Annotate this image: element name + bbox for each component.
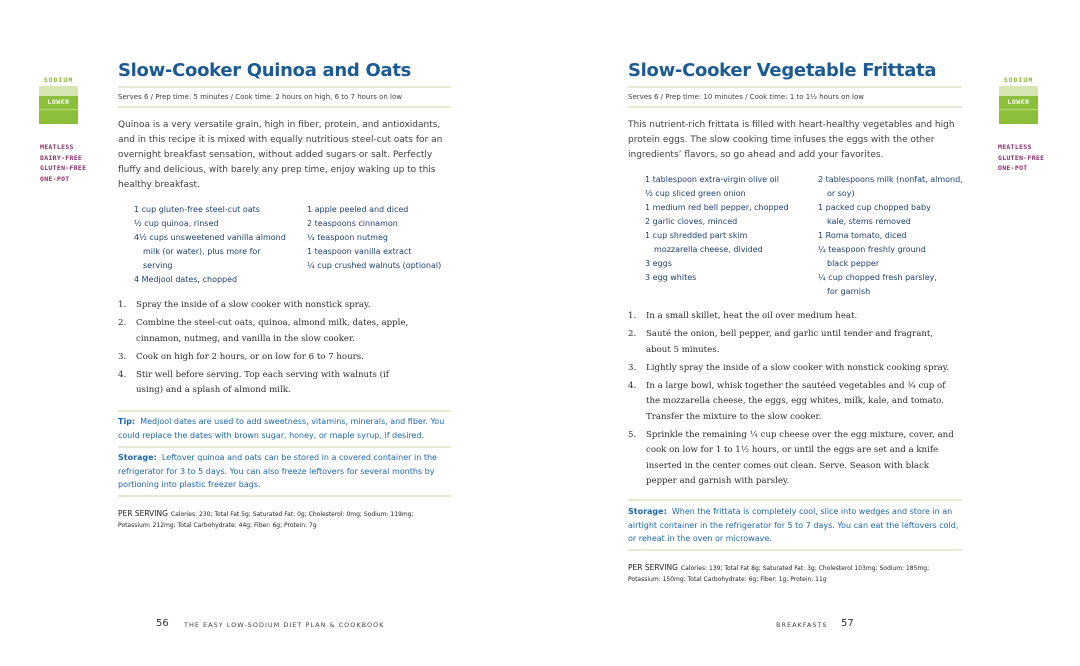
step-number: 3.: [628, 362, 637, 373]
instruction-step: [118, 298, 418, 314]
divider: [628, 499, 962, 501]
ingredient: 1 cup gluten-free steel-cut oats: [134, 205, 260, 214]
divider: [118, 410, 451, 412]
ingredient: ½ cup quinoa, rinsed: [134, 219, 219, 228]
tip-text: Medjool dates are used to add sweetness, vitamins, minerals, and fiber. You could replace the dates with brown sugar, honey, or maple syrup, if desired.: [118, 417, 445, 440]
sodium-level: LOWER: [39, 96, 78, 109]
diet-tags: [40, 142, 86, 184]
divider: [118, 495, 451, 497]
badge-band: [999, 109, 1038, 124]
ingredient: 1 packed cup chopped baby kale, stems removed: [818, 203, 931, 226]
tip-label: Tip:: [118, 417, 136, 426]
badge-band: [999, 86, 1038, 96]
step-number: 1.: [628, 311, 637, 321]
ingredient: 1 tablespoon extra-virgin olive oil: [645, 175, 779, 184]
ingredients-column-1: [645, 173, 810, 285]
step-number: 3.: [118, 351, 127, 362]
ingredient: ¼ cup crushed walnuts (optional): [307, 261, 442, 270]
recipe-intro: Quinoa is a very versatile grain, high in fiber, protein, and antioxidants, and in this recipe it is mixed with equally nutritious steel-cut oats for an overnight breakfast sensation, without added sugars or salt. Perfectly fluffy and delicious, with barely any prep time, enjoy waking up to this healthy breakfast.: [118, 120, 443, 190]
instruction-step: [118, 368, 418, 399]
recipe-intro: This nutrient-rich frittata is filled with heart-healthy vegetables and high protein eggs. The slow cooking time infuses the eggs with the other ingredients’ flavors, so go ahead and add your favorites.: [628, 120, 955, 160]
ingredient: 3 egg whites: [645, 273, 697, 282]
ingredient: 2 teaspoons cinnamon: [307, 219, 398, 228]
ingredient: 4½ cups unsweetened vanilla almond milk (or water), plus more for serving: [134, 233, 286, 270]
storage-note: [118, 451, 448, 492]
instruction-step: [628, 428, 958, 490]
diet-tags: [998, 142, 1044, 174]
recipe-meta: Serves 6 / Prep time: 5 minutes / Cook time: 2 hours on high, 6 to 7 hours on low: [118, 93, 403, 101]
tag: GLUTEN-FREE: [40, 164, 87, 172]
storage-label: Storage:: [628, 507, 667, 516]
step-number: 4.: [118, 369, 127, 380]
step-text: Sprinkle the remaining ¼ cup cheese over the egg mixture, cover, and cook on low for 1 to 1½ hours, or until the eggs are set and a knife inserted in the center comes out clean. Serve. Season with black pepper and garnish with parsley.: [646, 429, 954, 486]
nutrition-line: Potassium: 150mg; Total Carbohydrate: 6g; Fiber: 1g; Protein: 11g: [628, 576, 827, 583]
nutrition-line: Potassium: 212mg; Total Carbohydrate: 44g; Fiber: 6g; Protein: 7g: [118, 522, 317, 529]
step-number: 2.: [118, 318, 127, 328]
instructions-list: [628, 309, 958, 492]
step-text: Combine the steel-cut oats, quinoa, almond milk, dates, apple, cinnamon, nutmeg, and vanilla in the slow cooker.: [136, 318, 409, 344]
sodium-label: SODIUM: [43, 76, 74, 84]
ingredient: 4 Medjool dates, chopped: [134, 275, 238, 284]
instruction-step: [628, 309, 958, 325]
sodium-level: LOWER: [999, 96, 1038, 109]
ingredient: ¼ cup chopped fresh parsley, for garnish: [818, 273, 937, 296]
nutrition-line: Calories: 139; Total Fat 8g; Saturated Fat: 3g; Cholesterol 103mg; Sodium: 185mg;: [680, 565, 930, 572]
storage-note: [628, 505, 962, 546]
running-head: BREAKFASTS: [776, 621, 828, 629]
sodium-badge: [999, 75, 1038, 124]
step-number: 5.: [628, 429, 637, 440]
nutrition-label: PER SERVING: [628, 563, 678, 572]
divider: [628, 549, 962, 551]
recipe-title: Slow-Cooker Quinoa and Oats: [118, 60, 412, 81]
nutrition-label: PER SERVING: [118, 509, 168, 518]
ingredients-column-2: [307, 203, 452, 273]
sodium-badge: [39, 75, 78, 124]
divider: [118, 106, 451, 108]
ingredient: 2 tablespoons milk (nonfat, almond, or soy): [818, 175, 963, 198]
tag: DAIRY-FREE: [40, 153, 83, 162]
instruction-step: [628, 361, 958, 377]
step-number: 4.: [628, 380, 637, 391]
divider: [628, 106, 962, 108]
ingredient: 1 medium red bell pepper, chopped: [645, 203, 789, 212]
tip-note: [118, 415, 448, 442]
instruction-step: [628, 327, 958, 358]
nutrition-info: [628, 562, 968, 585]
page-number: 57: [841, 618, 854, 629]
step-text: In a large bowl, whisk together the sautéed vegetables and ¾ cup of the mozzarella cheese, the eggs, egg whites, milk, kale, and tomato. Transfer the mixture to the slow cooker.: [646, 380, 946, 422]
running-head: THE EASY LOW-SODIUM DIET PLAN & COOKBOOK: [184, 621, 385, 629]
ingredient: ¼ teaspoon freshly ground black pepper: [818, 245, 926, 268]
tag: ONE-POT: [998, 164, 1028, 172]
badge-band: [39, 109, 78, 124]
ingredient: 1 teaspoon vanilla extract: [307, 247, 412, 256]
step-text: Stir well before serving. Top each serving with walnuts (if using) and a splash of almond milk.: [136, 369, 389, 395]
recipe-title: Slow-Cooker Vegetable Frittata: [628, 60, 937, 81]
instruction-step: [628, 379, 958, 426]
divider: [628, 86, 962, 88]
step-text: Lightly spray the inside of a slow cooker with nonstick cooking spray.: [646, 362, 950, 373]
ingredient: ¼ teaspoon nutmeg: [307, 233, 388, 242]
step-text: Sauté the onion, bell pepper, and garlic until tender and fragrant, about 5 minutes.: [646, 329, 934, 355]
storage-text: Leftover quinoa and oats can be stored in a covered container in the refrigerator for 3 to 5 days. You can also freeze leftovers for several months by portioning into plastic freezer bags.: [118, 453, 437, 489]
tag: GLUTEN-FREE: [998, 153, 1045, 162]
ingredients-column-2: [818, 173, 966, 299]
tag: ONE-POT: [40, 174, 70, 183]
ingredient: 1 apple peeled and diced: [307, 205, 409, 214]
divider: [118, 446, 451, 448]
storage-text: When the frittata is completely cool, slice into wedges and store in an airtight container in the refrigerator for 5 to 7 days. You can eat the leftovers cold, or reheat in the oven or microwave.: [628, 507, 959, 543]
ingredient: 1 cup shredded part skim mozzarella cheese, divided: [645, 231, 763, 254]
tag: MEATLESS: [998, 143, 1032, 151]
page-number: 56: [156, 618, 169, 629]
ingredient: 2 garlic cloves, minced: [645, 217, 738, 226]
badge-band: [39, 86, 78, 96]
sodium-label: SODIUM: [1003, 76, 1034, 84]
step-number: 2.: [628, 329, 637, 339]
ingredients-column-1: [134, 203, 299, 287]
instruction-step: [118, 316, 418, 347]
ingredient: 1 Roma tomato, diced: [818, 231, 907, 240]
ingredient: 3 eggs: [645, 259, 672, 268]
instruction-step: [118, 350, 418, 366]
step-text: Spray the inside of a slow cooker with nonstick spray.: [136, 300, 371, 310]
step-text: In a small skillet, heat the oil over medium heat.: [646, 311, 858, 321]
nutrition-line: Calories: 230; Total Fat 5g; Saturated Fat: 0g; Cholesterol: 0mg; Sodium: 119mg;: [170, 511, 414, 518]
instructions-list: [118, 298, 418, 401]
step-text: Cook on high for 2 hours, or on low for 6 to 7 hours.: [136, 351, 364, 362]
right-page: [540, 0, 1080, 666]
storage-label: Storage:: [118, 453, 157, 462]
recipe-meta: Serves 6 / Prep time: 10 minutes / Cook time: 1 to 1½ hours on low: [628, 93, 865, 101]
ingredient: ½ cup sliced green onion: [645, 189, 746, 198]
step-number: 1.: [118, 300, 127, 310]
divider: [118, 86, 451, 88]
tag: MEATLESS: [40, 143, 74, 151]
nutrition-info: [118, 508, 458, 531]
